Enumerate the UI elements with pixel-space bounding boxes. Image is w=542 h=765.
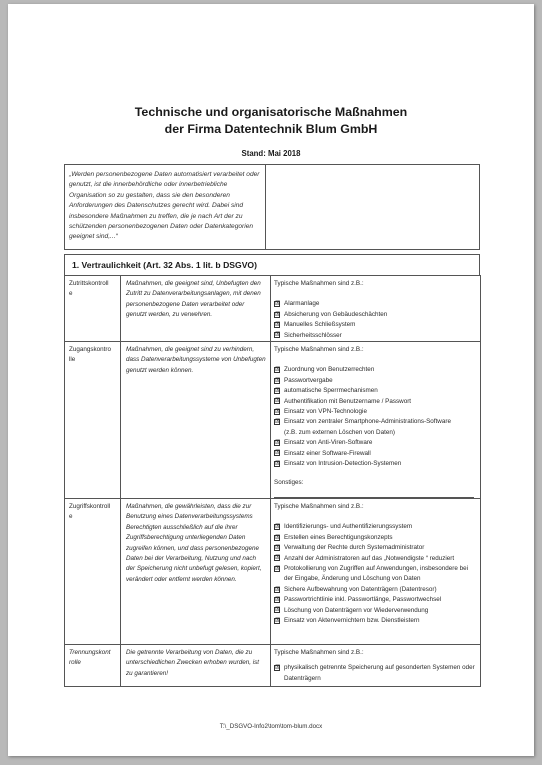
list-item: ☒ Passwortrichtlinie inkl. Passwortlänge, Passwortwechsel xyxy=(275,596,442,604)
list-item: ☒ Zuordnung von Benutzerrechten xyxy=(275,366,375,374)
checkbox-checked-icon[interactable]: ☒ xyxy=(275,408,281,415)
measures-list xyxy=(271,499,480,626)
checkbox-checked-icon[interactable]: ☒ xyxy=(275,544,281,551)
section-heading xyxy=(64,254,480,276)
row-label: Zutrittskontrolle xyxy=(69,280,109,298)
intro-quote: „Werden personenbezogene Daten automatisiert verarbeitet oder genutzt, ist die innerbehördliche oder innerbetriebliche Organisation so zu gestalten, dass sie den besonderen Anforderungen des Datenschutzes gerecht wird. Dabei sind insbesondere Maßnahmen zu treffen, die je nach Art der zu schützenden personenbezogenen Daten oder Datenkategorien geeignet sind,...“ xyxy=(69,171,260,241)
checkbox-checked-icon[interactable]: ☒ xyxy=(275,524,281,531)
row-description: Maßnahmen, die geeignet sind, Unbefugten den Zutritt zu Datenverarbeitungsanlagen, mit denen personenbezogene Daten verarbeitet oder genutzt werden, zu verwehren. xyxy=(126,280,261,319)
intro-empty-cell xyxy=(265,164,480,250)
item-note: (z.B. zum externen Löschen von Daten) xyxy=(284,428,395,436)
checkbox-checked-icon[interactable]: ☒ xyxy=(275,377,281,384)
measures-header: Typische Maßnahmen sind z.B.: xyxy=(274,502,364,510)
list-item: ☒ Anzahl der Administratoren auf das „Notwendigste “ reduziert xyxy=(275,554,455,562)
checkbox-checked-icon[interactable]: ☒ xyxy=(275,617,281,624)
list-item: ☒ Passwortvergabe xyxy=(275,376,333,384)
measures-header: Typische Maßnahmen sind z.B.: xyxy=(274,648,364,656)
row-label: Zugangskontrolle xyxy=(69,346,112,364)
document-title xyxy=(8,104,534,138)
measures-list xyxy=(271,645,480,684)
measures-header: Typische Maßnahmen sind z.B.: xyxy=(274,346,364,354)
list-item: ☒ Einsatz von Anti-Viren-Software xyxy=(275,439,373,447)
list-item: ☒ Manuelles Schließsystem xyxy=(275,321,356,329)
list-item: ☒ Identifizierungs- und Authentifizierungssystem xyxy=(275,523,413,531)
list-item: ☒ Einsatz von VPN-Technologie xyxy=(275,408,367,416)
list-item: ☒ Einsatz von Aktenvernichtern bzw. Dienstleistern xyxy=(275,616,420,624)
list-item: ☒ Sicherheitsschlösser xyxy=(275,331,342,339)
row-description: Maßnahmen, die gewährleisten, dass die zur Benutzung eines Datenverarbeitungssystems Berechtigten ausschließlich auf die ihrer Zugriffsberechtigung unterliegenden Daten zugreifen können, und dass personenbezogene Daten bei der Verarbeitung, Nutzung und nach der Speicherung nicht unbefugt gelesen, kopiert, verändert oder entfernt werden können. xyxy=(126,502,262,583)
title-line-1: Technische und organisatorische Maßnahmen xyxy=(134,105,408,119)
checkbox-checked-icon[interactable]: ☒ xyxy=(275,398,281,405)
list-item: ☒ Einsatz von zentraler Smartphone-Administrations-Software xyxy=(275,418,451,426)
checkbox-checked-icon[interactable]: ☒ xyxy=(275,665,281,672)
other-input-line[interactable] xyxy=(274,488,474,498)
checkbox-checked-icon[interactable]: ☒ xyxy=(275,534,281,541)
list-item: ☒ Erstellen eines Berechtigungskonzepts xyxy=(275,533,393,541)
checkbox-checked-icon[interactable]: ☒ xyxy=(275,565,281,572)
title-line-2: der Firma Datentechnik Blum GmbH xyxy=(164,122,378,136)
document-page xyxy=(8,4,534,756)
checkbox-checked-icon[interactable]: ☒ xyxy=(275,555,281,562)
checkbox-checked-icon[interactable]: ☒ xyxy=(275,450,281,457)
checkbox-checked-icon[interactable]: ☒ xyxy=(275,367,281,374)
row-label: Zugriffskontrolle xyxy=(69,502,111,521)
checkbox-checked-icon[interactable]: ☒ xyxy=(275,311,281,318)
checkbox-checked-icon[interactable]: ☒ xyxy=(275,301,281,308)
list-item: ☒ physikalisch getrennte Speicherung auf gesonderten Systemen oder Datenträgern xyxy=(275,664,475,682)
checkbox-checked-icon[interactable]: ☒ xyxy=(275,586,281,593)
checkbox-checked-icon[interactable]: ☒ xyxy=(275,440,281,447)
checkbox-checked-icon[interactable]: ☒ xyxy=(275,419,281,426)
list-item: ☒ Einsatz einer Software-Firewall xyxy=(275,449,371,457)
list-item: ☒ Einsatz von Intrusion-Detection-Systemen xyxy=(275,460,402,468)
checkbox-checked-icon[interactable]: ☒ xyxy=(275,596,281,603)
measures-header: Typische Maßnahmen sind z.B.: xyxy=(274,280,364,287)
list-item: ☒ Absicherung von Gebäudeschächten xyxy=(275,310,388,318)
list-item: ☒ Protokollierung von Zugriffen auf Anwendungen, insbesondere bei der Eingabe, Änderung und Löschung von Daten xyxy=(275,564,469,583)
measures-table xyxy=(64,275,481,687)
footer-file-path: T:\_DSGVO-Info2\tom\tom-blum.docx xyxy=(219,723,323,730)
checkbox-checked-icon[interactable]: ☒ xyxy=(275,332,281,339)
table-row xyxy=(65,644,481,686)
checkbox-checked-icon[interactable]: ☒ xyxy=(275,460,281,467)
list-item: ☒ Alarmanlage xyxy=(275,300,320,308)
list-item: ☒ Sichere Aufbewahrung von Datenträgern (Datentresor) xyxy=(275,585,437,593)
list-item: ☒ Löschung von Datenträgern vor Wiederverwendung xyxy=(275,606,429,614)
measures-list xyxy=(271,342,480,498)
table-row xyxy=(65,342,481,499)
section-1-title: 1. Vertraulichkeit (Art. 32 Abs. 1 lit. b DSGVO) xyxy=(72,260,257,270)
list-item: ☒ Authentifikation mit Benutzername / Passwort xyxy=(275,397,412,405)
table-row xyxy=(65,498,481,644)
row-description: Die getrennte Verarbeitung von Daten, die zu unterschiedlichen Zwecken erhoben wurden, ist zu garantieren! xyxy=(126,648,260,677)
checkbox-checked-icon[interactable]: ☒ xyxy=(275,607,281,614)
list-item: ☒ Verwaltung der Rechte durch Systemadministrator xyxy=(275,544,425,552)
row-description: Maßnahmen, die geeignet sind zu verhindern, dass Datenverarbeitungssysteme von Unbefugten genutzt werden können. xyxy=(126,346,266,374)
checkbox-checked-icon[interactable]: ☒ xyxy=(275,388,281,395)
checkbox-checked-icon[interactable]: ☒ xyxy=(275,322,281,329)
table-row xyxy=(65,276,481,342)
row-label: Trennungskontrolle xyxy=(69,648,111,667)
list-item: ☒ automatische Sperrmechanismen xyxy=(275,387,378,395)
document-date: Stand: Mai 2018 xyxy=(241,149,301,158)
measures-list xyxy=(271,276,480,341)
other-label: Sonstiges: xyxy=(274,478,304,486)
